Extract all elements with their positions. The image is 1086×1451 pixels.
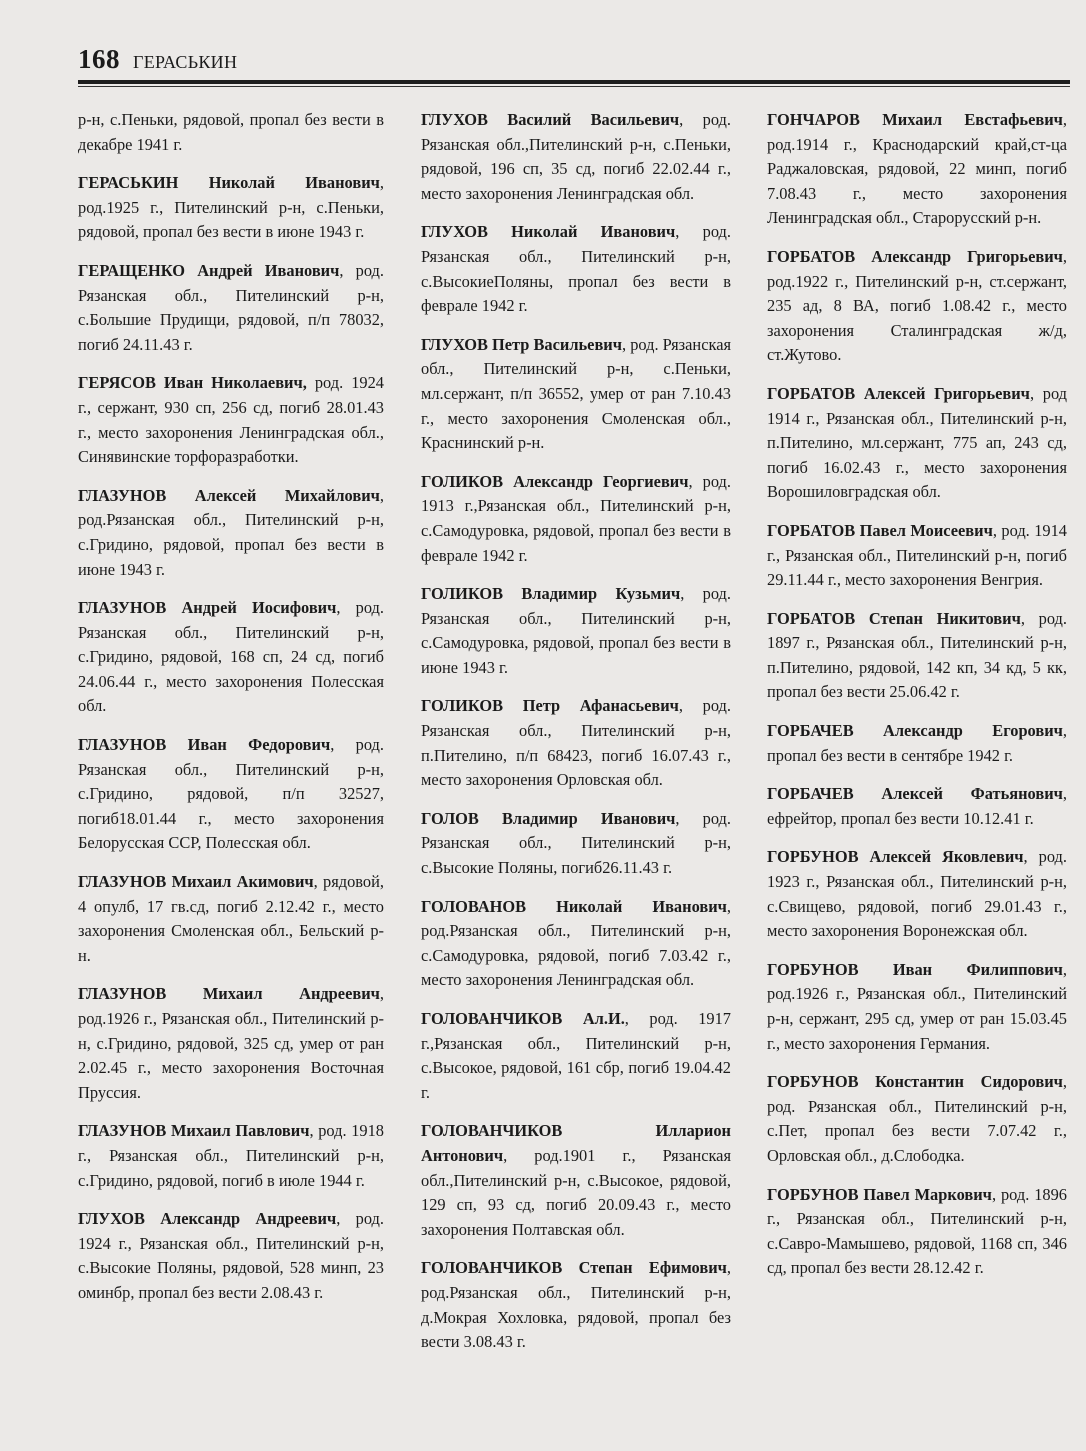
entry-name: ГОЛОВАНЧИКОВ Илларион Антонович bbox=[421, 1121, 731, 1165]
entry-text: , род. 1924 г., Рязанская обл., Пителинский р-н, с.Высокие Поляны, рядовой, 528 минп, 23 оминбр, пропал без вести 2.08.43 г. bbox=[78, 1209, 384, 1302]
biography-entry bbox=[78, 484, 384, 582]
entry-name: ГОЛОВАНЧИКОВ Ал.И. bbox=[421, 1009, 625, 1028]
entry-text: род. 1924 г., сержант, 930 сп, 256 сд, погиб 28.01.43 г., место захоронения Ленинградская обл., Синявинские торфоразработки. bbox=[78, 373, 384, 467]
entry-text: , род. 1917 г.,Рязанская обл., Пителинский р-н, с.Высокое, рядовой, 161 сбр, погиб 19.04.42 г. bbox=[421, 1009, 731, 1102]
entry-name: ГОЛИКОВ Александр Георгиевич bbox=[421, 471, 689, 491]
biography-entry bbox=[767, 245, 1067, 368]
biography-entry bbox=[421, 333, 731, 456]
entry-text: , ефрейтор, пропал без вести 10.12.41 г. bbox=[767, 784, 1067, 828]
entry-text: , род. Рязанская обл., Пителинский р-н, с.Пет, пропал без вести 7.07.42 г., Орловская обл., д.Слободка. bbox=[767, 1072, 1067, 1165]
running-head: ГЕРАСЬКИН bbox=[133, 52, 238, 72]
entry-name: ГЛАЗУНОВ Иван Федорович bbox=[78, 735, 331, 755]
biography-entry bbox=[767, 782, 1067, 831]
entry-text: , род.Рязанская обл., Пителинский р-н, с.Самодуровка, рядовой, погиб 7.03.42 г., место захоронения Ленинградская обл. bbox=[421, 896, 731, 990]
column-1 bbox=[78, 108, 384, 1320]
entry-name: ГОРБАЧЕВ Александр Егорович bbox=[767, 721, 1063, 741]
entry-name: ГОЛИКОВ Владимир Кузьмич bbox=[421, 584, 681, 604]
entry-name: ГЛУХОВ Василий Васильевич bbox=[421, 110, 680, 129]
header-rule-thick bbox=[78, 80, 1070, 84]
entry-text: , род 1914 г., Рязанская обл., Пителинский р-н, п.Пителино, мл.сержант, 775 ап, 243 сд, погиб 16.02.43 г., место захоронения Ворошиловградская обл. bbox=[767, 383, 1067, 502]
entry-text: , род.1926 г., Рязанская обл., Пителинский р-н, сержант, 295 сд, умер от ран 15.03.45 г., место захоронения Германия. bbox=[767, 959, 1067, 1053]
entry-text: , род.Рязанская обл., Пителинский р-н, с.Гридино, рядовой, пропал без вести в июне 1943 г. bbox=[78, 485, 384, 579]
entry-text: , род. Рязанская обл., Пителинский р-н, с.Большие Прудищи, рядовой, п/п 78032, погиб 24.11.43 г. bbox=[78, 260, 384, 354]
header-rule-thin bbox=[78, 86, 1070, 87]
biography-entry bbox=[767, 845, 1067, 943]
biography-entry bbox=[78, 982, 384, 1105]
entry-text: , род. Рязанская обл., Пителинский р-н, с.Пеньки, мл.сержант, п/п 36552, умер от ран 7.10.43 г., место захоронения Смоленская обл., Краснинский р-н. bbox=[421, 334, 732, 453]
biography-entry bbox=[421, 220, 731, 318]
biography-entry bbox=[421, 1256, 731, 1354]
entry-name: ГЛАЗУНОВ Михаил Акимович bbox=[78, 872, 314, 892]
biography-entry bbox=[767, 1183, 1067, 1281]
entry-text: , пропал без вести в сентябре 1942 г. bbox=[767, 721, 1067, 765]
entry-name: ГЛАЗУНОВ Андрей Иосифович bbox=[78, 598, 337, 618]
biography-entry bbox=[78, 108, 384, 157]
entry-name: ГОЛОВАНОВ Николай Иванович bbox=[421, 896, 727, 916]
biography-entry bbox=[421, 1119, 731, 1242]
entry-text: , род.1925 г., Пителинский р-н, с.Пеньки, рядовой, пропал без вести в июне 1943 г. bbox=[78, 173, 384, 242]
entry-name: ГЛАЗУНОВ Михаил Андреевич bbox=[78, 984, 380, 1004]
entry-text: , род. 1918 г., Рязанская обл., Пителинский р-н, с.Гридино, рядовой, погиб в июле 1944 г. bbox=[78, 1121, 384, 1190]
entry-text: , род. Рязанская обл., Пителинский р-н, с.Гридино, рядовой, п/п 32527, погиб18.01.44 г., место захоронения Белорусская ССР, Полесская обл. bbox=[78, 735, 384, 853]
entry-text: , род. 1914 г., Рязанская обл., Пителинский р-н, погиб 29.11.44 г., место захоронения Венгрия. bbox=[767, 520, 1067, 590]
biography-entry bbox=[767, 519, 1067, 593]
entry-text: р-н, с.Пеньки, рядовой, пропал без вести в декабре 1941 г. bbox=[78, 110, 384, 154]
entry-name: ГОРБУНОВ Константин Сидорович bbox=[767, 1072, 1063, 1092]
biography-entry bbox=[78, 733, 384, 856]
entry-text: , род. 1923 г., Рязанская обл., Пителинский р-н, с.Свищево, рядовой, погиб 29.01.43 г., место захоронения Воронежская обл. bbox=[767, 847, 1067, 941]
entry-name: ГЕРАСЬКИН Николай Иванович bbox=[78, 173, 380, 193]
entry-text: , род. Рязанская обл., Пителинский р-н, с.Самодуровка, рядовой, пропал без вести в июне 1943 г. bbox=[421, 584, 731, 677]
entry-text: , род.Рязанская обл., Пителинский р-н, д.Мокрая Хохловка, рядовой, пропал без вести 3.08.43 г. bbox=[421, 1258, 731, 1352]
page-number: 168 bbox=[78, 44, 120, 74]
entry-name: ГЛАЗУНОВ Алексей Михайлович bbox=[78, 485, 380, 505]
biography-entry bbox=[78, 1207, 384, 1305]
entry-name: ГОЛИКОВ Петр Афанасьевич bbox=[421, 696, 679, 716]
biography-entry bbox=[767, 382, 1067, 505]
biography-entry bbox=[767, 719, 1067, 768]
entry-text: , род.1922 г., Пителинский р-н, ст.сержант, 235 ад, 8 ВА, погиб 1.08.42 г., место захоронения Сталинградская ж/д, ст.Жутово. bbox=[767, 246, 1067, 365]
biography-entry bbox=[78, 371, 384, 469]
biography-entry bbox=[421, 895, 731, 993]
biography-entry bbox=[767, 607, 1067, 705]
biography-entry bbox=[767, 1070, 1067, 1168]
entry-name: ГОРБАТОВ Павел Моисеевич bbox=[767, 520, 993, 540]
entry-name: ГОРБУНОВ Алексей Яковлевич bbox=[767, 847, 1024, 867]
biography-entry bbox=[767, 108, 1067, 231]
biography-entry bbox=[421, 807, 731, 881]
biography-entry bbox=[421, 582, 731, 680]
entry-name: ГОРБАТОВ Алексей Григорьевич bbox=[767, 383, 1030, 403]
entry-text: , рядовой, 4 опулб, 17 гв.сд, погиб 2.12.42 г., место захоронения Смоленская обл., Бельский р-н. bbox=[78, 872, 384, 965]
biography-entry bbox=[78, 596, 384, 719]
entry-name: ГОРБАТОВ Александр Григорьевич bbox=[767, 246, 1063, 266]
entry-text: , род.1901 г., Рязанская обл.,Пителинский р-н, с.Высокое, рядовой, 129 сп, 93 сд, погиб 20.09.43 г., место захоронения Полтавская обл. bbox=[421, 1145, 731, 1239]
entry-text: , род.1926 г., Рязанская обл., Пителинский р-н, с.Гридино, рядовой, 325 сд, умер от ран 2.02.45 г., место захоронения Восточная Пруссия. bbox=[78, 984, 384, 1102]
entry-name: ГОРБАТОВ Степан Никитович bbox=[767, 608, 1021, 628]
entry-name: ГЕРЯСОВ Иван Николаевич, bbox=[78, 373, 307, 393]
column-3 bbox=[767, 108, 1067, 1295]
entry-name: ГОЛОВ Владимир Иванович bbox=[421, 808, 676, 828]
entry-text: , род. 1913 г.,Рязанская обл., Пителинский р-н, с.Самодуровка, рядовой, пропал без вести в феврале 1942 г. bbox=[421, 471, 731, 565]
column-2 bbox=[421, 108, 731, 1369]
biography-entry bbox=[421, 470, 731, 568]
entry-name: ГЛУХОВ Александр Андреевич bbox=[78, 1209, 337, 1229]
entry-name: ГОРБАЧЕВ Алексей Фатьянович bbox=[767, 784, 1063, 804]
biography-entry bbox=[78, 870, 384, 968]
biography-entry bbox=[78, 259, 384, 357]
biography-entry bbox=[421, 1007, 731, 1105]
entry-name: ГЛУХОВ Петр Васильевич bbox=[421, 334, 622, 354]
biography-entry bbox=[421, 108, 731, 206]
entry-name: ГЛАЗУНОВ Михаил Павлович bbox=[78, 1121, 310, 1141]
page-header bbox=[78, 44, 1068, 80]
entry-text: , род. 1896 г., Рязанская обл., Пителинский р-н, с.Савро-Мамышево, рядовой, 1168 сп, 346 сд, пропал без вести 28.12.42 г. bbox=[767, 1184, 1067, 1278]
biography-entry bbox=[78, 1119, 384, 1193]
biography-entry bbox=[767, 958, 1067, 1056]
entry-text: , род. 1897 г., Рязанская обл., Пителинский р-н, п.Пителино, рядовой, 142 кп, 34 кд, 5 кк, пропал без вести 25.06.42 г. bbox=[767, 608, 1067, 702]
entry-text: , род. Рязанская обл., Пителинский р-н, п.Пителино, п/п 68423, погиб 16.07.43 г., место захоронения Орловская обл. bbox=[421, 696, 731, 790]
biography-entry bbox=[421, 694, 731, 792]
entry-name: ГЕРАЩЕНКО Андрей Иванович bbox=[78, 260, 340, 280]
entry-name: ГОРБУНОВ Иван Филиппович bbox=[767, 959, 1063, 979]
entry-name: ГОРБУНОВ Павел Маркович bbox=[767, 1184, 992, 1204]
entry-text: , род. Рязанская обл., Пителинский р-н, с.ВысокиеПоляны, пропал без вести в феврале 1942 г. bbox=[421, 222, 731, 316]
entry-text: , род. Рязанская обл., Пителинский р-н, с.Высокие Поляны, погиб26.11.43 г. bbox=[421, 808, 731, 878]
biography-entry bbox=[78, 171, 384, 245]
entry-text: , род. Рязанская обл., Пителинский р-н, с.Гридино, рядовой, 168 сп, 24 сд, погиб 24.06.44 г., место захоронения Полесская обл. bbox=[78, 598, 384, 716]
entry-name: ГОЛОВАНЧИКОВ Степан Ефимович bbox=[421, 1258, 727, 1278]
entry-name: ГЛУХОВ Николай Иванович bbox=[421, 222, 676, 242]
entry-text: , род. Рязанская обл.,Пителинский р-н, с.Пеньки, рядовой, 196 сп, 35 сд, погиб 22.02.44 г., место захоронения Ленинградская обл. bbox=[421, 110, 731, 203]
entry-text: , род.1914 г., Краснодарский край,ст-ца Раджаловская, рядовой, 22 минп, погиб 7.08.43 г., место захоронения Ленинградская обл., Старорусский р-н. bbox=[767, 110, 1067, 228]
entry-name: ГОНЧАРОВ Михаил Евстафьевич bbox=[767, 110, 1063, 129]
